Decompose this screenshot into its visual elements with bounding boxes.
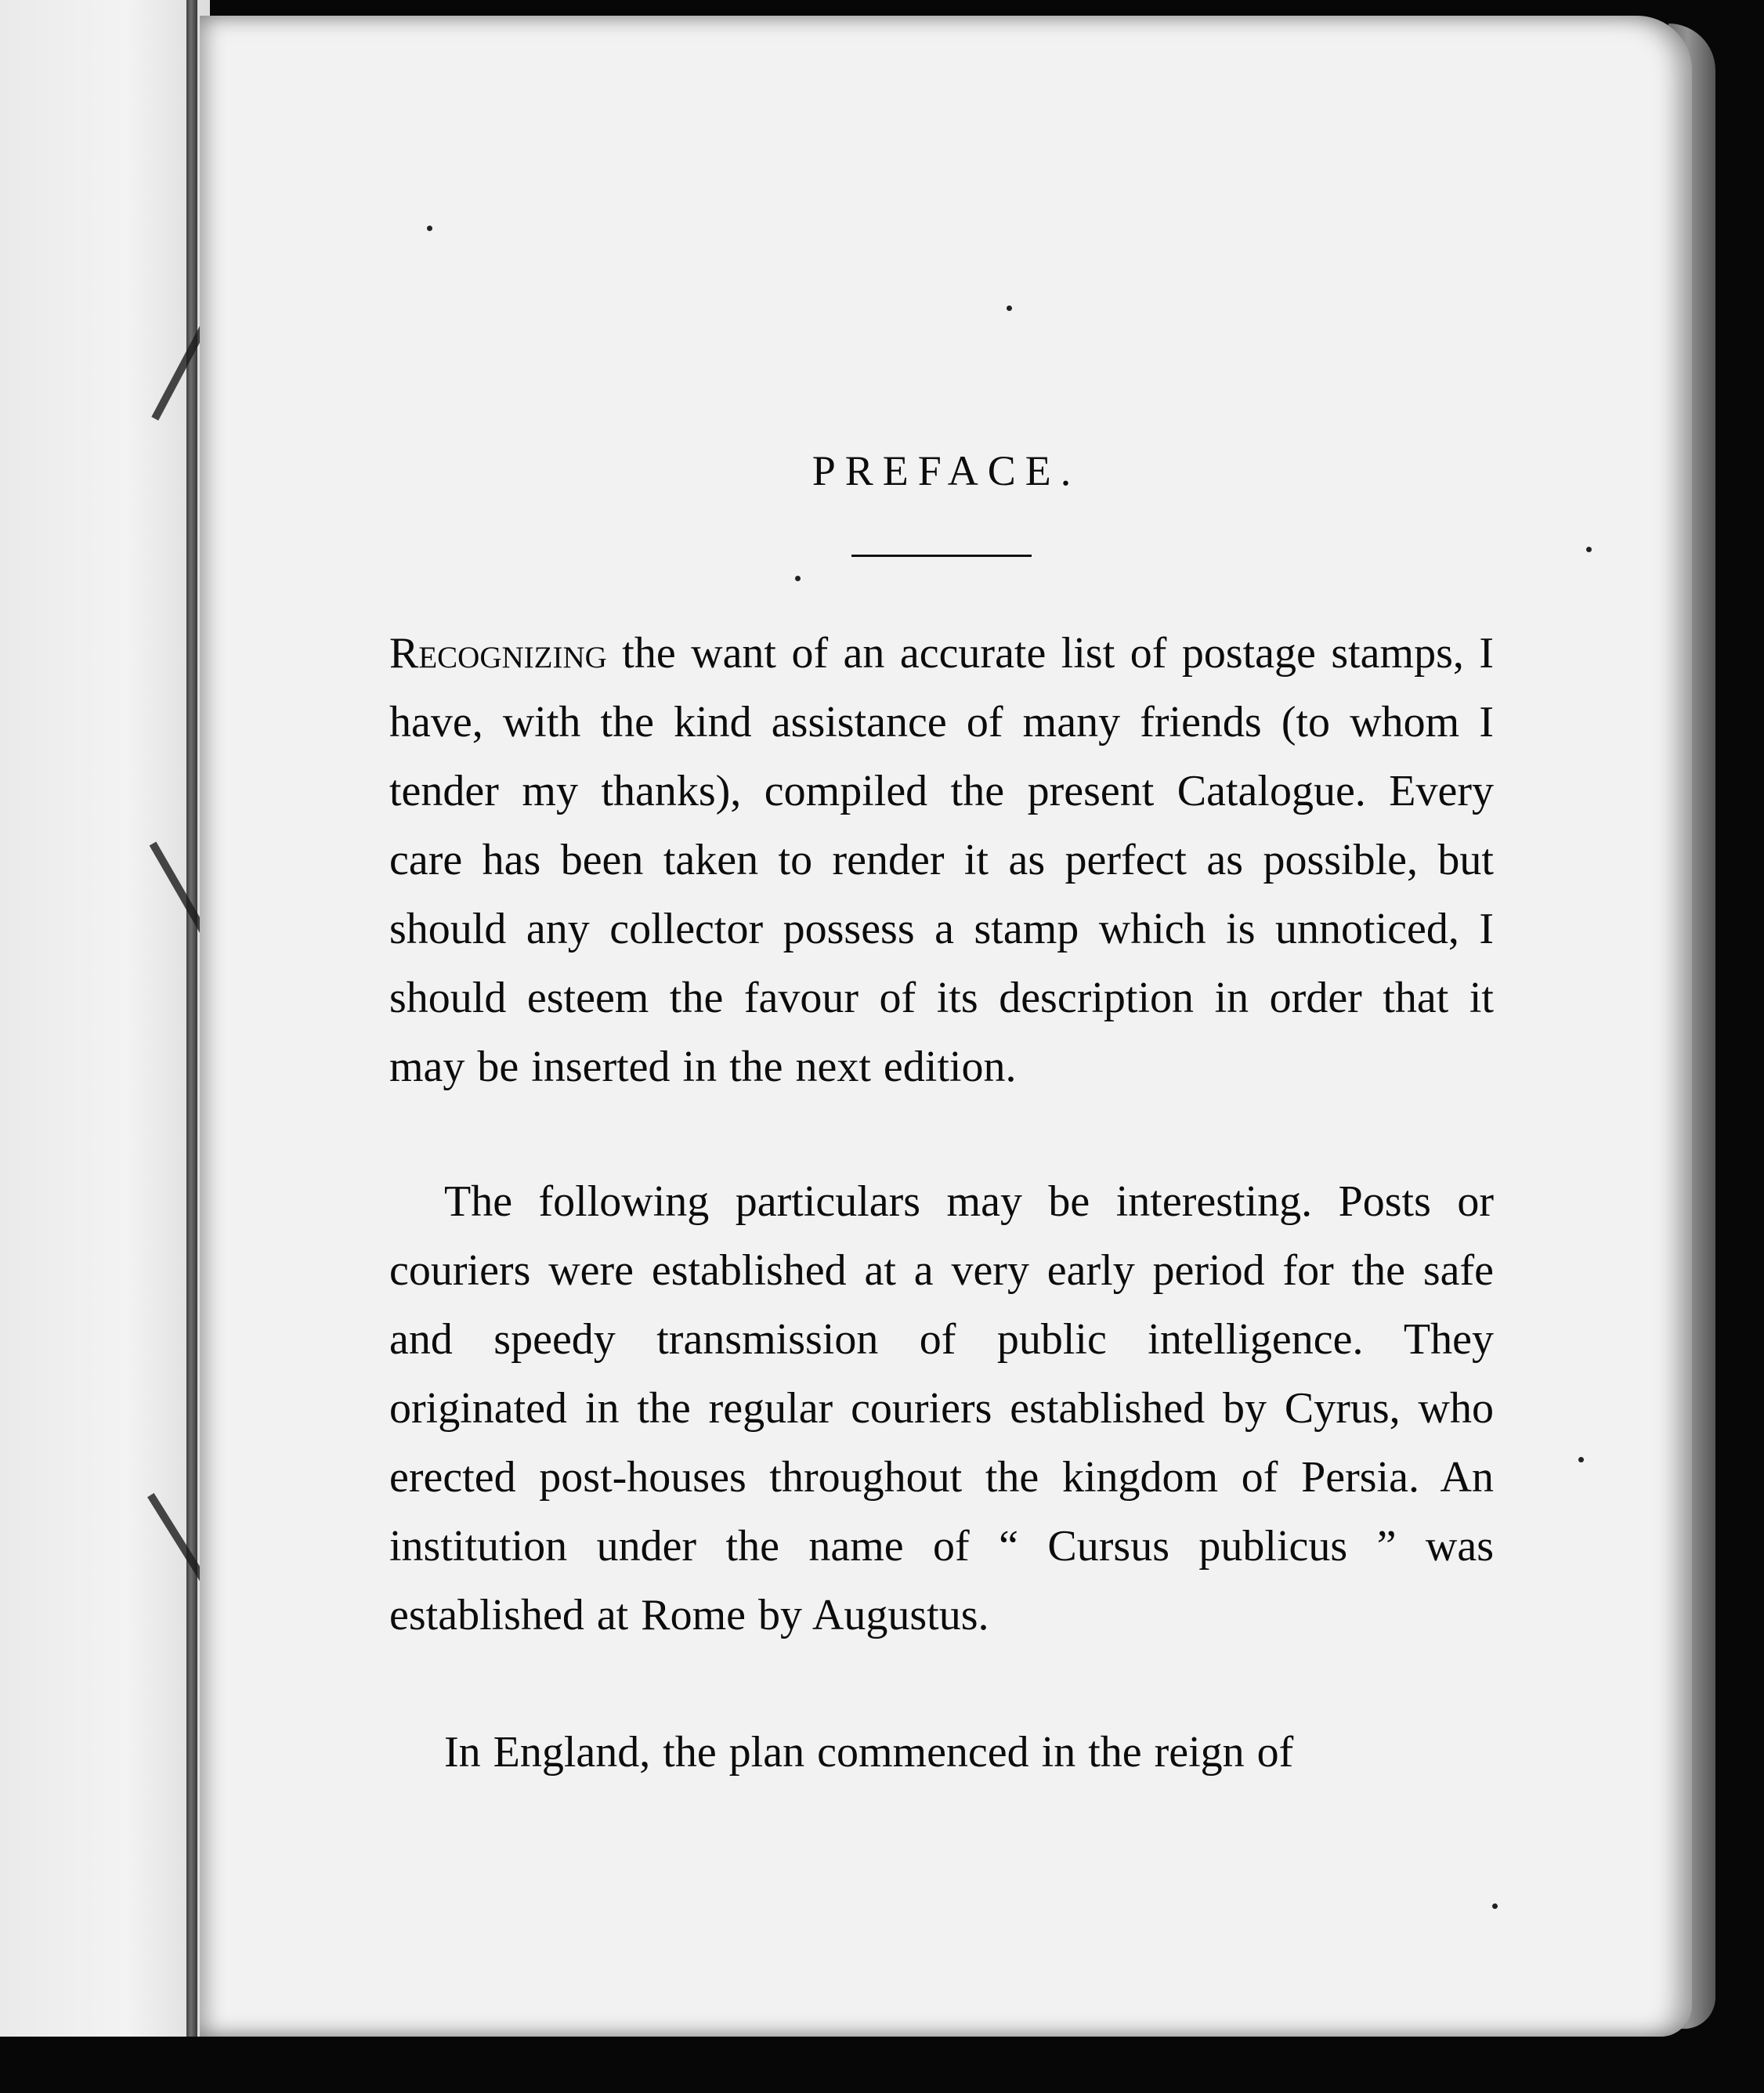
paper-speck [1578, 1457, 1584, 1462]
binding-thread [186, 0, 197, 2037]
page-title: PREFACE. [812, 447, 1081, 494]
paragraph-text: In England, the plan commenced in the reign of [444, 1728, 1294, 1777]
paper-speck [1007, 305, 1012, 311]
facing-page-edge [0, 0, 210, 2037]
paragraph [389, 1718, 1494, 1787]
paragraph [389, 1167, 1494, 1650]
title-rule [851, 555, 1032, 557]
paper-speck [427, 226, 432, 231]
paragraph-lead-word: Recognizing [389, 629, 607, 678]
paragraph [389, 619, 1494, 1101]
paper-speck [1586, 547, 1592, 552]
paper-speck [795, 576, 801, 581]
paragraph-text: The following particulars may be interesting. Posts or couriers were established at a very early period for the safe and speedy transmission of public intelligence. They originated in the regular couriers established by Cyrus, who erected post-houses throughout the kingdom of Persia. An institution under the name of “ Cursus publicus ” was established at Rome by Augustus. [389, 1177, 1494, 1639]
paragraph-text: the want of an accurate list of postage stamps, I have, with the kind assistance of many friends (to whom I tender my thanks), compiled the present Catalogue. Every care has been taken to render it as perfect as possible, but should any collector possess a stamp which is unnoticed, I should esteem the favour of its description in order that it may be inserted in the next edition. [389, 629, 1494, 1091]
paper-speck [1492, 1903, 1498, 1909]
